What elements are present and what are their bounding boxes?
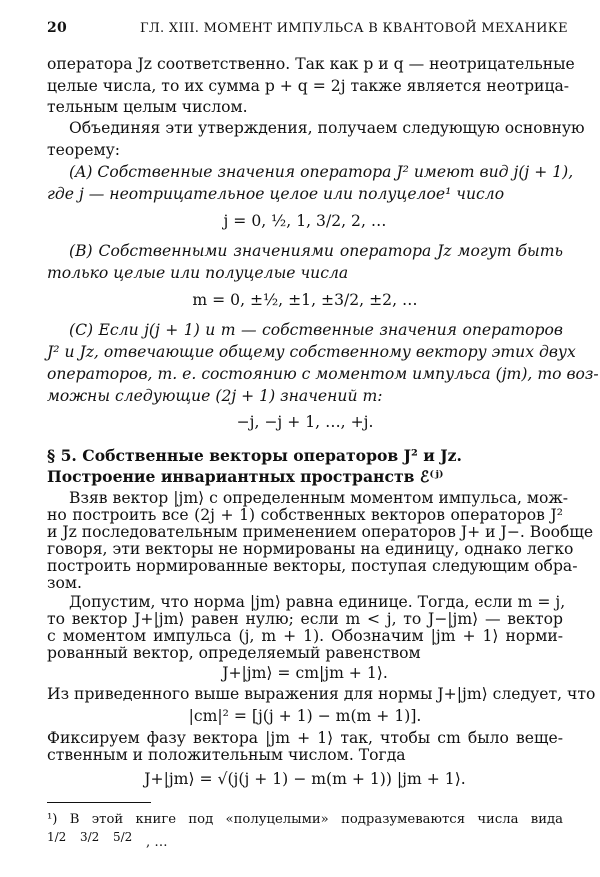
footnote-rule [47, 802, 151, 803]
text-line: Объединяя эти утверждения, получаем следующую основную [69, 119, 585, 137]
theorem-a: (A) Собственные значения оператора J² имеют вид j(j + 1), [69, 163, 574, 181]
text-line: и Jz последовательным применением операторов J+ и J−. Вообще [47, 523, 594, 541]
theorem-b: (B) Собственными значениями оператора Jz могут быть [69, 242, 563, 260]
text-line: Фиксируем фазу вектора |jm + 1⟩ так, чтобы cm было веще- [47, 729, 563, 747]
text-line: построить нормированные векторы, поступая следующим обра- [47, 557, 578, 575]
text-line: можны следующие (2j + 1) значений m: [47, 387, 383, 405]
text-line: оператора Jz соответственно. Так как p и q — неотрицательные [47, 55, 575, 73]
text-line: только целые или полуцелые числа [47, 264, 349, 282]
formula-m-values: m = 0, ±½, ±1, ±3/2, ±2, … [192, 291, 418, 309]
page-number: 20 [47, 20, 68, 36]
formula-m-range: −j, −j + 1, …, +j. [236, 413, 374, 431]
footnote-fraction: 3/2 [80, 830, 100, 844]
text-line: где j — неотрицательное целое или полуцелое¹ число [47, 185, 505, 203]
text-line: ственным и положительным числом. Тогда [47, 746, 406, 764]
section-heading: § 5. Собственные векторы операторов J² и Jz. [47, 446, 462, 465]
text-line: теорему: [47, 141, 121, 159]
footnote-fraction: 5/2 [113, 830, 133, 844]
footnote: ¹) В этой книге под «полуцелыми» подразумеваются числа вида [47, 812, 563, 827]
section-heading-2: Построение инвариантных пространств ℰ⁽ʲ⁾ [47, 467, 444, 486]
text-line: целые числа, то их сумма p + q = 2j также является неотрица- [47, 77, 570, 95]
formula-j-values: j = 0, ½, 1, 3/2, 2, … [223, 212, 387, 230]
formula-raising: J+|jm⟩ = cm|jm + 1⟩. [222, 664, 388, 682]
formula-norm: |cm|² = [j(j + 1) − m(m + 1)]. [188, 707, 422, 725]
text-line: зом. [47, 574, 82, 592]
footnote-fraction: 1/2 [47, 830, 67, 844]
running-head: ГЛ. XIII. МОМЕНТ ИМПУЛЬСА В КВАНТОВОЙ МЕХАНИКЕ [140, 21, 568, 36]
text-line: с моментом импульса (j, m + 1). Обозначим |jm + 1⟩ норми- [47, 627, 563, 645]
text-line: но построить все (2j + 1) собственных векторов операторов J² [47, 506, 563, 524]
text-line: говоря, эти векторы не нормированы на единицу, однако легко [47, 540, 574, 558]
text-line: J² и Jz, отвечающие общему собственному вектору этих двух [47, 343, 576, 361]
text-line: рованный вектор, определяемый равенством [47, 644, 421, 662]
text-line: Из приведенного выше выражения для нормы J+|jm⟩ следует, что [47, 685, 596, 703]
footnote-ellipsis: , … [146, 835, 168, 850]
text-line: Взяв вектор |jm⟩ с определенным моментом импульса, мож- [69, 489, 569, 507]
text-line: то вектор J+|jm⟩ равен нулю; если m < j, то J−|jm⟩ — вектор [47, 610, 563, 628]
formula-normalized: J+|jm⟩ = √(j(j + 1) − m(m + 1)) |jm + 1⟩. [144, 770, 466, 788]
text-line: операторов, т. е. состоянию с моментом импульса (jm), то воз- [47, 365, 599, 383]
text-line: Допустим, что норма |jm⟩ равна единице. Тогда, если m = j, [69, 593, 566, 611]
text-line: тельным целым числом. [47, 98, 248, 116]
theorem-c: (C) Если j(j + 1) и m — собственные значения операторов [69, 321, 563, 339]
